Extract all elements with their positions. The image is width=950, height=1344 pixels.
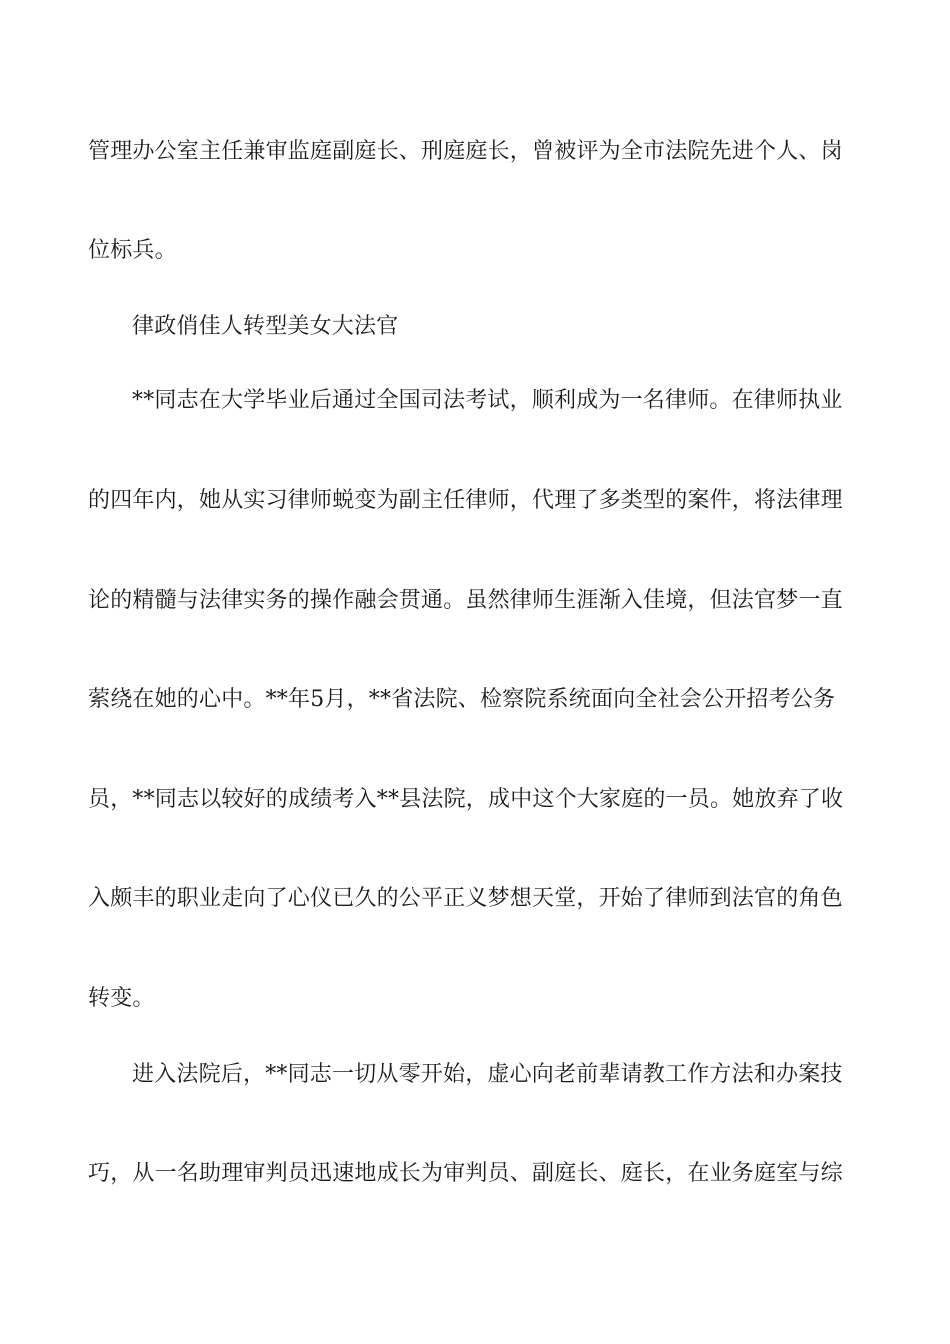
text-line: 转变。 bbox=[88, 986, 155, 1011]
section-heading: 律政俏佳人转型美女大法官 bbox=[132, 314, 399, 339]
text-line: 论的精髓与法律实务的操作融会贯通。虽然律师生涯渐入佳境，但法官梦一直 bbox=[88, 588, 843, 613]
text-line: 入颇丰的职业走向了心仪已久的公平正义梦想天堂，开始了律师到法官的角色 bbox=[88, 886, 843, 911]
text-line: 管理办公室主任兼审监庭副庭长、刑庭庭长，曾被评为全市法院先进个人、岗 bbox=[88, 139, 843, 164]
text-line: 萦绕在她的心中。**年5月，**省法院、检察院系统面向全社会公开招考公务 bbox=[88, 687, 836, 712]
text-line: 的四年内，她从实习律师蜕变为副主任律师，代理了多类型的案件，将法律理 bbox=[88, 488, 843, 513]
text-line: 位标兵。 bbox=[88, 238, 177, 263]
text-line: 巧，从一名助理审判员迅速地成长为审判员、副庭长、庭长，在业务庭室与综 bbox=[88, 1161, 843, 1186]
text-line: 员，**同志以较好的成绩考入**县法院，成中这个大家庭的一员。她放弃了收 bbox=[88, 787, 844, 812]
text-line: 进入法院后，**同志一切从零开始，虚心向老前辈请教工作方法和办案技 bbox=[132, 1062, 843, 1087]
text-line: **同志在大学毕业后通过全国司法考试，顺利成为一名律师。在律师执业 bbox=[132, 388, 843, 413]
